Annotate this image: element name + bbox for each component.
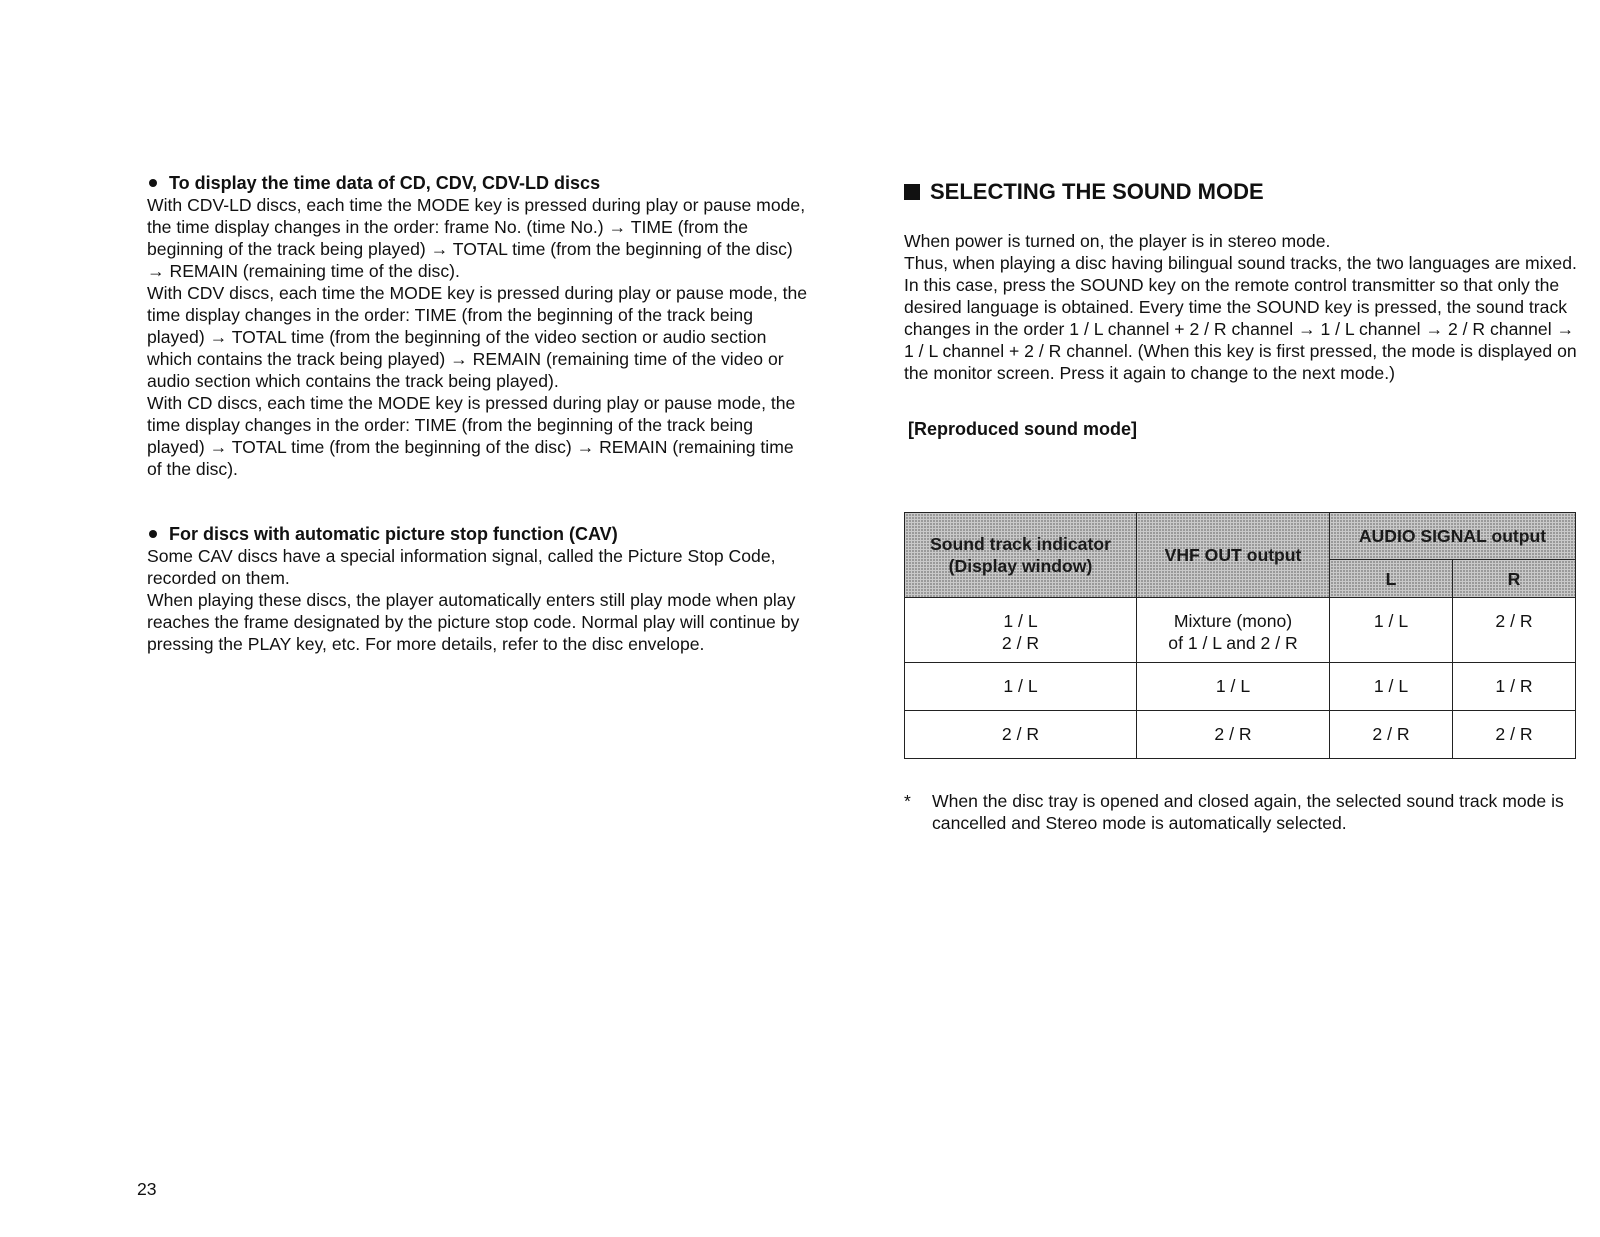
cell-indicator: 1 / L	[905, 663, 1137, 711]
section-heading-text: For discs with automatic picture stop function (CAV)	[169, 524, 618, 544]
cell-vhf: Mixture (mono) of 1 / L and 2 / R	[1137, 598, 1330, 663]
table-header-row	[905, 513, 1576, 560]
paragraph-cdv: With CDV discs, each time the MODE key is pressed during play or pause mode, the time display changes in the order: TIME (from the beginning of the track being played) → TOTAL time (from the beginning of the video section or audio section which contains the track being played) → REMAIN (remaining time of the video or audio section which contains the track being played).	[147, 283, 808, 391]
cell-l: 2 / R	[1330, 711, 1453, 759]
sound-mode-table	[904, 512, 1576, 759]
footnote	[904, 790, 1564, 834]
header-sound-track-indicator: Sound track indicator (Display window)	[905, 513, 1137, 598]
table-row	[905, 711, 1576, 759]
section-heading-picture-stop	[147, 523, 812, 545]
paragraph-cdv-ld: With CDV-LD discs, each time the MODE key is pressed during play or pause mode, the time display changes in the order: frame No. (time No.) → TIME (from the beginning of the track being played) → TOTAL time (from the beginning of the disc) → REMAIN (remaining time of the disc).	[147, 195, 806, 281]
header-vhf-out: VHF OUT output	[1137, 513, 1330, 598]
header-audio-signal: AUDIO SIGNAL output	[1330, 513, 1576, 560]
cell-r: 2 / R	[1453, 711, 1576, 759]
page-number: 23	[137, 1179, 157, 1199]
header-l: L	[1330, 560, 1453, 598]
cell-l: 1 / L	[1330, 598, 1453, 663]
section-heading-text: To display the time data of CD, CDV, CDV-LD discs	[169, 173, 601, 193]
cell-indicator: 1 / L 2 / R	[905, 598, 1137, 663]
left-column	[147, 172, 812, 655]
header-r: R	[1453, 560, 1576, 598]
intro-block	[904, 230, 1584, 384]
footnote-marker: *	[904, 791, 911, 811]
section-title-text: SELECTING THE SOUND MODE	[930, 179, 1264, 204]
cell-indicator: 2 / R	[905, 711, 1137, 759]
table-row	[905, 663, 1576, 711]
intro-paragraph-bilingual: Thus, when playing a disc having bilingual sound tracks, the two languages are mixed. In this case, press the SOUND key on the remote control transmitter so that only the desired language is obtained. Every time the SOUND key is pressed, the sound track changes in the order 1 / L channel + 2 / R channel → 1 / L channel → 2 / R channel → 1 / L channel + 2 / R channel. (When this key is first pressed, the mode is displayed on the monitor screen. Press it again to change to the next mode.)	[904, 253, 1577, 383]
bullet-icon	[149, 530, 157, 538]
section-heading-time-data	[147, 172, 812, 194]
intro-paragraph-stereo: When power is turned on, the player is in stereo mode.	[904, 231, 1331, 251]
bullet-icon	[149, 179, 157, 187]
square-bullet-icon	[904, 184, 920, 200]
table-title: [Reproduced sound mode]	[908, 419, 1137, 439]
cell-r: 1 / R	[1453, 663, 1576, 711]
footnote-text: When the disc tray is opened and closed again, the selected sound track mode is cancelled and Stereo mode is automatically selected.	[932, 791, 1564, 833]
paragraph-still-play: When playing these discs, the player automatically enters still play mode when play reaches the frame designated by the picture stop code. Normal play will continue by pressing the PLAY key, etc. For more details, refer to the disc envelope.	[147, 590, 800, 654]
cell-vhf: 1 / L	[1137, 663, 1330, 711]
table-row	[905, 598, 1576, 663]
cell-vhf: 2 / R	[1137, 711, 1330, 759]
section-title	[904, 178, 1584, 206]
cell-l: 1 / L	[1330, 663, 1453, 711]
right-column	[904, 178, 1584, 440]
paragraph-cd: With CD discs, each time the MODE key is pressed during play or pause mode, the time display changes in the order: TIME (from the beginning of the track being played) → TOTAL time (from the beginning of the disc) → REMAIN (remaining time of the disc).	[147, 393, 796, 479]
cell-r: 2 / R	[1453, 598, 1576, 663]
paragraph-picture-stop-code: Some CAV discs have a special information signal, called the Picture Stop Code, recorded on them.	[147, 546, 776, 588]
